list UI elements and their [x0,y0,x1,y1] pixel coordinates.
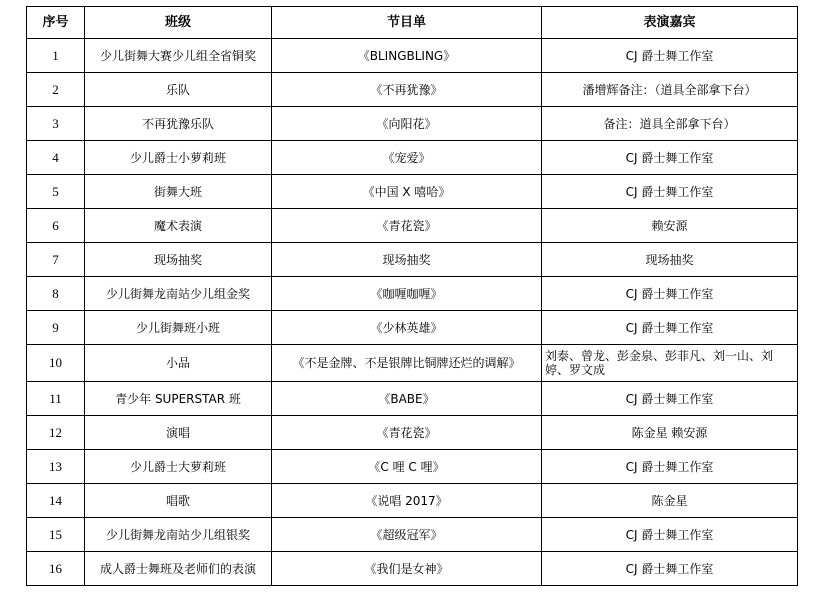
header-guest: 表演嘉宾 [542,7,798,39]
cell-guest: CJ 爵士舞工作室 [542,175,798,209]
cell-no: 5 [27,175,85,209]
table-row [27,277,798,311]
header-class: 班级 [85,7,272,39]
cell-no: 11 [27,382,85,416]
cell-program: 《向阳花》 [272,107,542,141]
cell-guest: 陈金星 [542,484,798,518]
header-no: 序号 [27,7,85,39]
cell-program: 《宠爱》 [272,141,542,175]
table-row [27,345,798,382]
cell-no: 7 [27,243,85,277]
cell-program: 《少林英雄》 [272,311,542,345]
table-row [27,518,798,552]
cell-class: 唱歌 [85,484,272,518]
table-row [27,107,798,141]
cell-class: 少儿爵士大萝莉班 [85,450,272,484]
cell-program: 《C 哩 C 哩》 [272,450,542,484]
cell-program: 《中国 X 嘻哈》 [272,175,542,209]
cell-class: 小品 [85,345,272,382]
table-row [27,382,798,416]
cell-guest: 赖安源 [542,209,798,243]
cell-class: 少儿街舞大赛少儿组全省铜奖 [85,39,272,73]
cell-program: 《BLINGBLING》 [272,39,542,73]
table-header-row [27,7,798,39]
cell-guest: 陈金星 赖安源 [542,416,798,450]
cell-no: 1 [27,39,85,73]
cell-no: 16 [27,552,85,586]
cell-class: 现场抽奖 [85,243,272,277]
cell-class: 少儿爵士小萝莉班 [85,141,272,175]
cell-no: 14 [27,484,85,518]
cell-class: 乐队 [85,73,272,107]
cell-guest: CJ 爵士舞工作室 [542,277,798,311]
cell-class: 不再犹豫乐队 [85,107,272,141]
cell-guest: 备注：道具全部拿下台） [542,107,798,141]
cell-no: 15 [27,518,85,552]
cell-program: 《咖喱咖喱》 [272,277,542,311]
cell-no: 10 [27,345,85,382]
cell-class: 演唱 [85,416,272,450]
cell-class: 少儿街舞龙南站少儿组金奖 [85,277,272,311]
cell-program: 《不再犹豫》 [272,73,542,107]
cell-guest: CJ 爵士舞工作室 [542,382,798,416]
table-row [27,311,798,345]
cell-no: 6 [27,209,85,243]
cell-guest: CJ 爵士舞工作室 [542,141,798,175]
cell-guest: CJ 爵士舞工作室 [542,39,798,73]
table-row [27,39,798,73]
cell-no: 12 [27,416,85,450]
cell-no: 13 [27,450,85,484]
cell-no: 4 [27,141,85,175]
cell-class: 街舞大班 [85,175,272,209]
cell-program: 现场抽奖 [272,243,542,277]
cell-program: 《说唱 2017》 [272,484,542,518]
table-row [27,73,798,107]
cell-class: 青少年 SUPERSTAR 班 [85,382,272,416]
cell-program: 《青花瓷》 [272,416,542,450]
table-row [27,209,798,243]
cell-no: 2 [27,73,85,107]
cell-guest: 刘泰、曾龙、彭金泉、彭菲凡、刘一山、刘婷、罗文成 [542,345,798,382]
cell-guest: CJ 爵士舞工作室 [542,552,798,586]
cell-program: 《超级冠军》 [272,518,542,552]
cell-no: 8 [27,277,85,311]
cell-program: 《BABE》 [272,382,542,416]
header-program: 节目单 [272,7,542,39]
cell-class: 少儿街舞龙南站少儿组银奖 [85,518,272,552]
cell-guest: 潘增辉备注：（道具全部拿下台） [542,73,798,107]
cell-class: 少儿街舞班小班 [85,311,272,345]
cell-guest: CJ 爵士舞工作室 [542,518,798,552]
cell-guest: 现场抽奖 [542,243,798,277]
table-row [27,450,798,484]
table-row [27,484,798,518]
cell-guest: CJ 爵士舞工作室 [542,311,798,345]
cell-class: 成人爵士舞班及老师们的表演 [85,552,272,586]
table-row [27,141,798,175]
table-row [27,243,798,277]
cell-class: 魔术表演 [85,209,272,243]
cell-program: 《我们是女神》 [272,552,542,586]
cell-program: 《青花瓷》 [272,209,542,243]
table-row [27,175,798,209]
cell-program: 《不是金牌、不是银牌比铜牌还烂的调解》 [272,345,542,382]
program-table [26,6,798,586]
cell-no: 9 [27,311,85,345]
table-row [27,552,798,586]
cell-no: 3 [27,107,85,141]
cell-guest: CJ 爵士舞工作室 [542,450,798,484]
table-row [27,416,798,450]
